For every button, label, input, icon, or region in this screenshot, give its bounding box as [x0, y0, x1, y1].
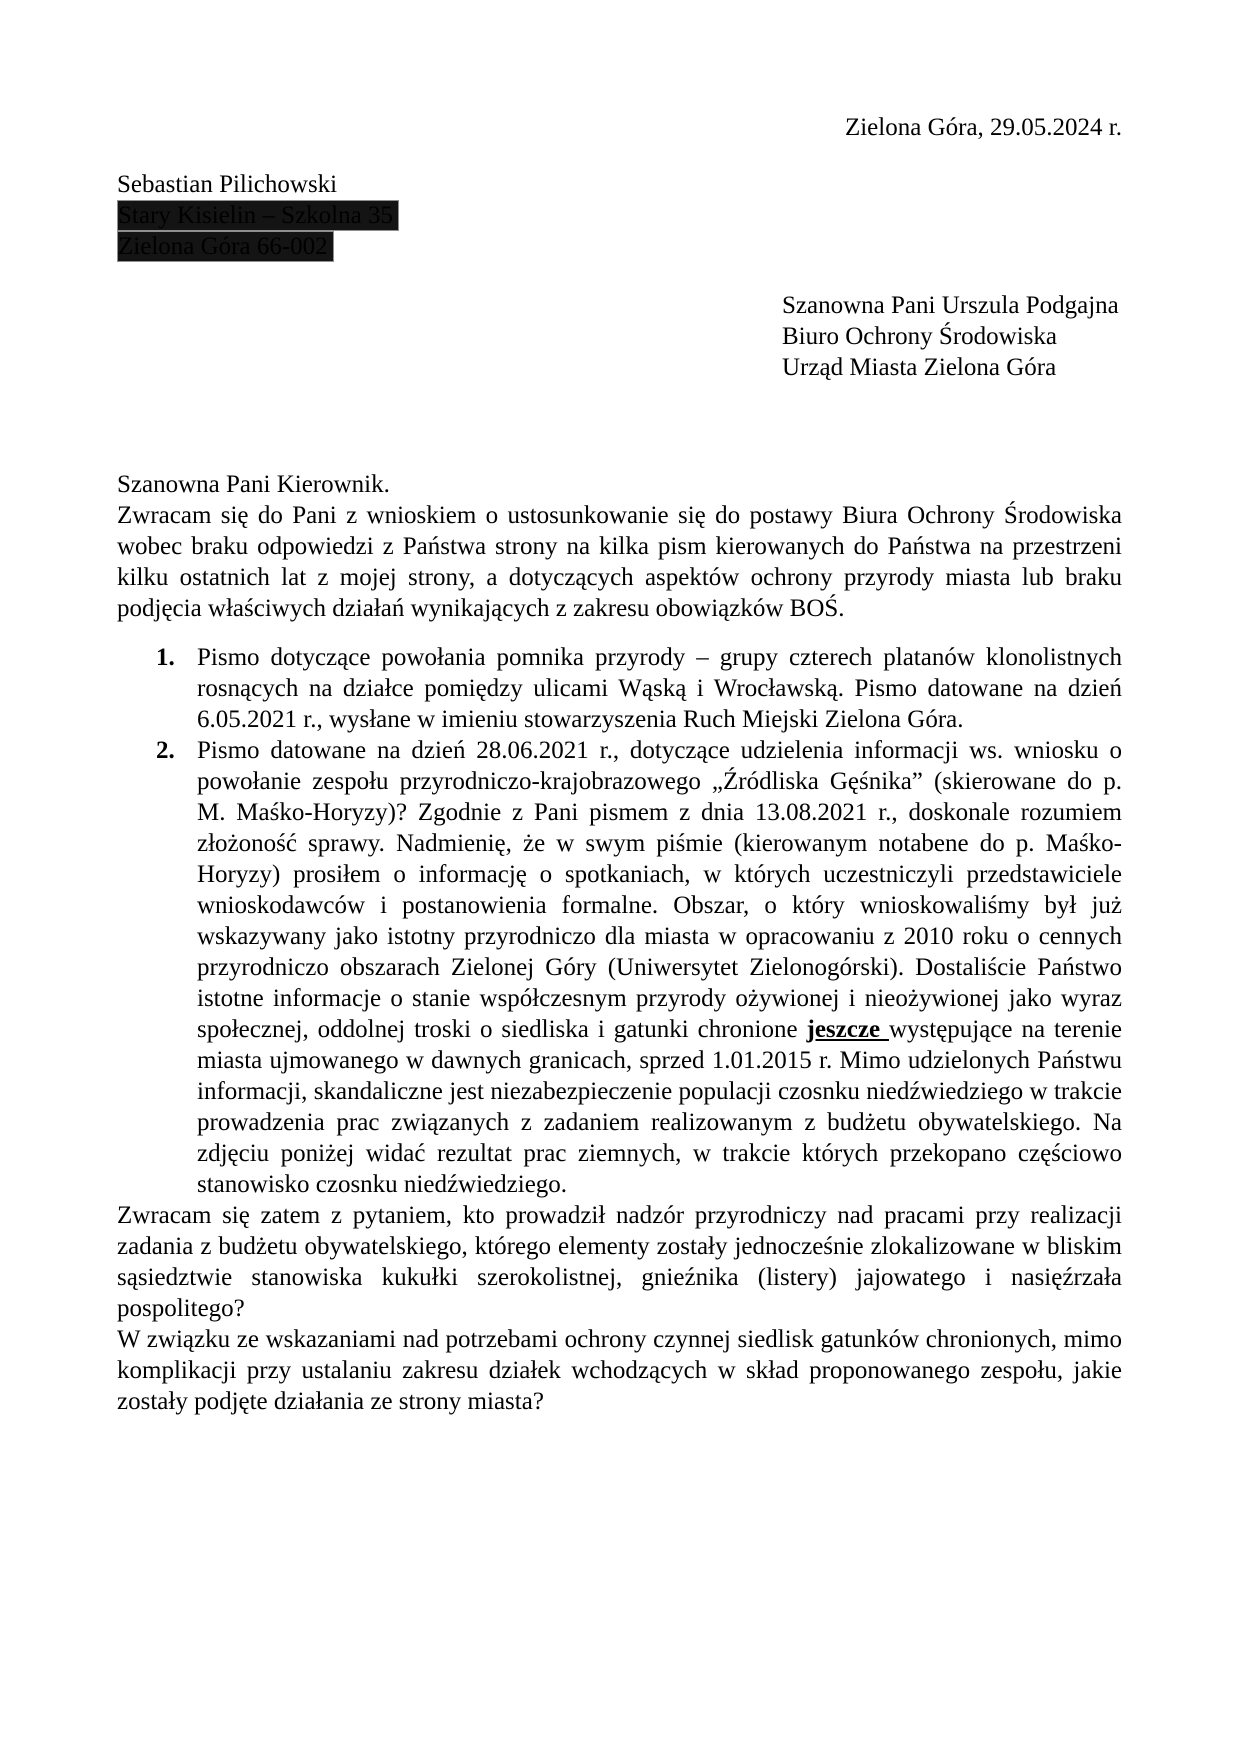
- recipient-institution: Urząd Miasta Zielona Góra: [782, 354, 1057, 381]
- list-item-2: [117, 735, 1122, 1200]
- recipient-office: Biuro Ochrony Środowiska: [782, 323, 1057, 350]
- list-item-2-text-before: Pismo datowane na dzień 28.06.2021 r., dotyczące udzielenia informacji ws. wniosku o powołanie zespołu przyrodniczo-krajobrazowego „Źródliska Gęśnika” (skierowane do p. M. Maśko-Horyzy)? Zgodnie z Pani pismem z dnia 13.08.2021 r., doskonale rozumiem złożoność sprawy. Nadmienię, że w swym piśmie (kierowanym notabene do p. Maśko-Horyzy) prosiłem o informację o spotkaniach, w których uczestniczyli przedstawiciele wnioskodawców i postanowienia formalne. Obszar, o który wnioskowaliśmy był już wskazywany jako istotny przyrodniczo dla miasta w opracowaniu z 2010 roku o cennych przyrodniczo obszarach Zielonej Góry (Uniwersytet Zielonogórski). Dostaliście Państwo istotne informacje o stanie współczesnym przyrody ożywionej i nieożywionej jako wyraz społecznej, oddolnej troski o siedliska i gatunki chronione: [197, 737, 1122, 1043]
- intro-paragraph: Zwracam się do Pani z wnioskiem o ustosunkowanie się do postawy Biura Ochrony Środowiska wobec braku odpowiedzi z Państwa strony na kilka pism kierowanych do Państwa na przestrzeni kilku ostatnich lat z mojej strony, a dotyczących aspektów ochrony przyrody miasta lub braku podjęcia właściwych działań wynikających z zakresu obowiązków BOŚ.: [117, 502, 1122, 622]
- list-item-1-text: Pismo dotyczące powołania pomnika przyrody – grupy czterech platanów klonolistnych rosnących na działce pomiędzy ulicami Wąską i Wrocławską. Pismo datowane na dzień 6.05.2021 r., wysłane w imieniu stowarzyszenia Ruch Miejski Zielona Góra.: [197, 644, 1122, 733]
- sender-address-redacted-line-2: Zielona Góra 66-002: [117, 231, 334, 262]
- question-paragraph-2: W związku ze wskazaniami nad potrzebami ochrony czynnej siedlisk gatunków chronionych, mimo komplikacji przy ustalaniu zakresu działek wchodzących w skład proponowanego zespołu, jakie zostały podjęte działania ze strony miasta?: [117, 1326, 1122, 1415]
- list-item-1: [117, 642, 1122, 735]
- sender-block: [117, 169, 1122, 262]
- letters-list: [117, 642, 1122, 1200]
- sender-name: Sebastian Pilichowski: [117, 171, 338, 198]
- date-line: Zielona Góra, 29.05.2024 r.: [844, 114, 1122, 141]
- salutation: Szanowna Pani Kierownik.: [117, 471, 390, 498]
- list-item-1-number: 1.: [156, 644, 175, 671]
- list-item-2-emphasis: jeszcze: [806, 1016, 889, 1043]
- list-item-2-text-after: występujące na terenie miasta ujmowanego w dawnych granicach, sprzed 1.01.2015 r. Mimo udzielonych Państwu informacji, skandaliczne jest niezabezpieczenie populacji czosnku niedźwiedziego w trakcie prowadzenia prac związanych z zadaniem realizowanym z budżetu obywatelskiego. Na zdjęciu poniżej widać rezultat prac ziemnych, w trakcie których przekopano częściowo stanowisko czosnku niedźwiedziego.: [197, 1016, 1122, 1198]
- recipient-block: [782, 290, 1122, 383]
- sender-address-redacted-line-1: Stary Kisielin – Szkolna 35: [117, 200, 399, 231]
- recipient-name: Szanowna Pani Urszula Podgajna: [782, 292, 1119, 319]
- list-item-2-number: 2.: [156, 737, 175, 764]
- question-paragraph-1: Zwracam się zatem z pytaniem, kto prowadził nadzór przyrodniczy nad pracami przy realizacji zadania z budżetu obywatelskiego, którego elementy zostały jednocześnie zlokalizowane w bliskim sąsiedztwie stanowiska kukułki szerokolistnej, gnieźnika (listery) jajowatego i nasięźrzała pospolitego?: [117, 1202, 1122, 1322]
